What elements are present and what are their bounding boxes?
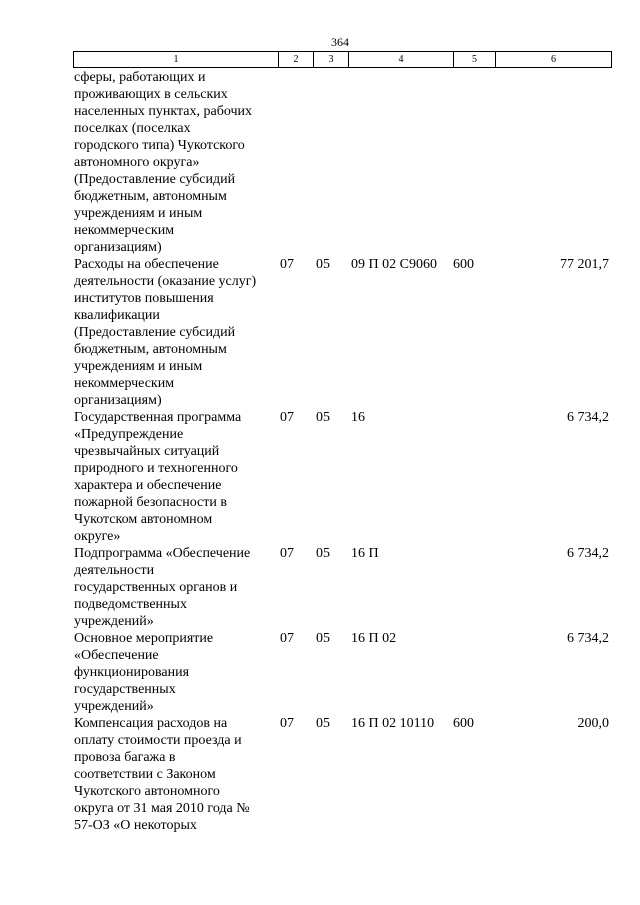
row-expense-type [453, 630, 495, 715]
row-amount: 200,0 [577, 716, 609, 731]
row-target-code: 16 [351, 410, 365, 425]
page-number: 364 [331, 35, 349, 49]
row-target-code: 09 П 02 С9060 [351, 257, 437, 272]
row-section: 07 [280, 546, 294, 561]
table-row [73, 409, 613, 545]
row-amount: 6 734,2 [567, 631, 609, 646]
row-expense-type [453, 545, 495, 630]
table-row [73, 545, 613, 630]
row-name: Компенсация расходов на оплату стоимости проезда и провоза багажа в соответствии с Законом Чукотского автономного округа от 31 мая 2010 года № 57-ОЗ «О некоторых [74, 716, 250, 833]
table-row [73, 630, 613, 715]
row-subsection: 05 [316, 410, 330, 425]
header-col-6: 6 [496, 52, 612, 67]
row-target-code: 16 П 02 10110 [351, 716, 435, 731]
row-section: 07 [280, 410, 294, 425]
row-expense-type: 600 [453, 257, 474, 272]
header-col-3: 3 [314, 52, 349, 67]
row-section: 07 [280, 631, 294, 646]
row-expense-type [453, 409, 495, 545]
row-name: сферы, работающих и проживающих в сельских населенных пунктах, рабочих поселках (поселках городского типа) Чукотского автономного округа» (Предоставление субсидий бюджетным, автономным учреждениям и иным некоммерческим организациям) [74, 70, 253, 255]
table-row [73, 256, 613, 409]
row-amount [495, 69, 611, 256]
row-subsection: 05 [316, 631, 330, 646]
row-name: Подпрограмма «Обеспечение деятельности государственных органов и подведомственных учреждений» [74, 546, 251, 629]
row-subsection: 05 [316, 716, 330, 731]
table-row [73, 69, 613, 256]
header-col-1: 1 [74, 52, 279, 67]
row-expense-type: 600 [453, 716, 474, 731]
table-header [73, 51, 612, 68]
row-expense-type [453, 69, 495, 256]
row-target-code: 16 П [351, 546, 379, 561]
row-name: Основное мероприятие «Обеспечение функционирования государственных учреждений» [74, 631, 214, 714]
row-amount: 6 734,2 [567, 410, 609, 425]
row-name: Государственная программа «Предупреждение чрезвычайных ситуаций природного и техногенного характера и обеспечение пожарной безопасности в Чукотском автономном округе» [74, 410, 242, 544]
row-subsection: 05 [316, 546, 330, 561]
table-row [73, 715, 613, 834]
header-col-2: 2 [279, 52, 314, 67]
header-col-4: 4 [349, 52, 454, 67]
row-target-code: 16 П 02 [351, 631, 397, 646]
row-target-code [348, 69, 453, 256]
row-section: 07 [280, 257, 294, 272]
row-section: 07 [280, 716, 294, 731]
row-name: Расходы на обеспечение деятельности (оказание услуг) институтов повышения квалификации (Предоставление субсидий бюджетным, автономным учреждениям и иным некоммерческим организациям) [74, 257, 257, 408]
table-body [73, 69, 613, 834]
row-amount: 77 201,7 [560, 257, 609, 272]
row-section [278, 69, 313, 256]
row-subsection [313, 69, 348, 256]
header-col-5: 5 [454, 52, 496, 67]
row-amount: 6 734,2 [567, 546, 609, 561]
row-subsection: 05 [316, 257, 330, 272]
